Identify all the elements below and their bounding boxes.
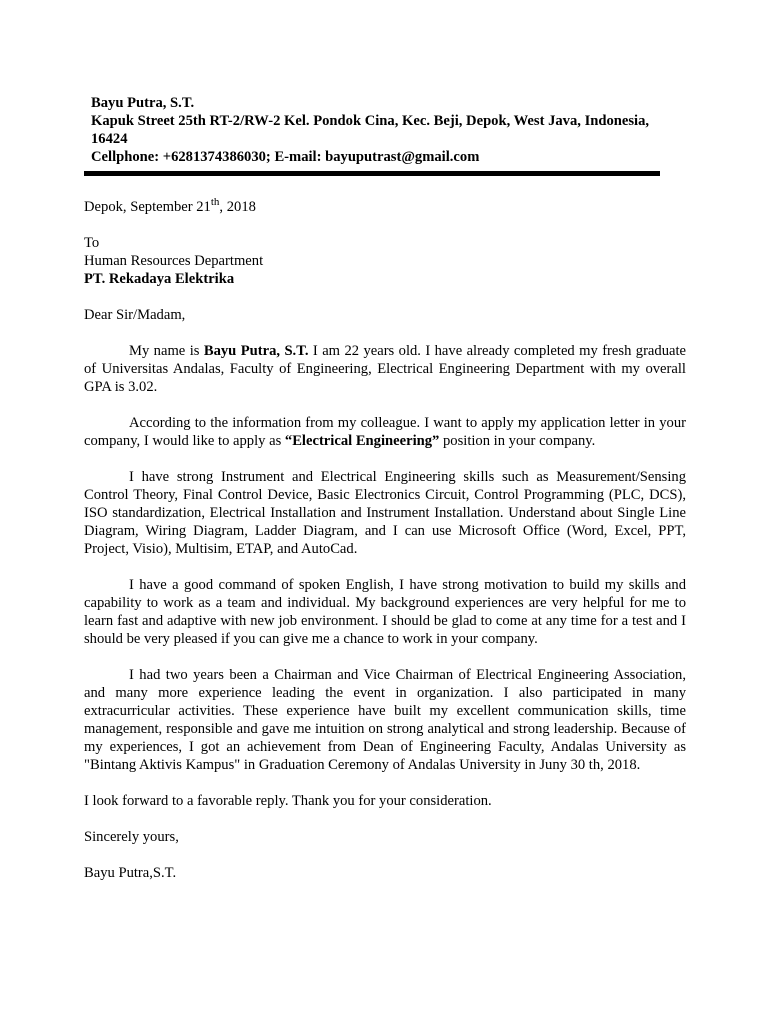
p1-text-b: I am 22 years old. I have already completed my fresh graduate of Universitas Andalas, Faculty of Engineering, Electrical Engineering Department with my overall GPA is 3.02. [84,343,687,395]
recipient-department: Human Resources Department [84,253,264,269]
p2-text-a: According to the information from my colleague. I want to apply my application letter in your company, I would like to apply as [84,415,686,449]
p1-text-a: My name is [129,343,204,359]
date-prefix: Depok, September 21 [84,199,211,215]
paragraph-motivation: I have a good command of spoken English, I have strong motivation to build my skills and capability to work as a team and individual. My background experiences are very helpful for me to learn fast and adaptive with new job environment. I should be glad to come at any time for a test and I should be very pleased if you can give me a chance to work in your company. [84,577,686,647]
salutation: Dear Sir/Madam, [84,307,186,323]
paragraph-experience: I had two years been a Chairman and Vice Chairman of Electrical Engineering Association, and many more experience leading the event in organization. I also participated in many extracurricular activities. These experience have built my excellent communication skills, time management, responsible and gave me intuition on strong analytical and strong leadership. Because of my experiences, I got an achievement from Dean of Engineering Faculty, Andalas University as "Bintang Aktivis Kampus" in Graduation Ceremony of Andalas University in Juny 30 th, 2018. [84,667,686,773]
recipient-company: PT. Rekadaya Elektrika [84,271,235,287]
letter-date [84,198,686,216]
sender-address-line2: 16424 [91,131,128,147]
sender-address-line1: Kapuk Street 25th RT-2/RW-2 Kel. Pondok Cina, Kec. Beji, Depok, West Java, Indonesia, [91,113,650,129]
valediction: Sincerely yours, [84,829,179,845]
p2-text-b: position in your company. [439,433,596,449]
letterhead [91,94,681,166]
letter-body [84,198,686,900]
signature-name: Bayu Putra,S.T. [84,865,177,881]
closing-line: I look forward to a favorable reply. Thank you for your consideration. [84,793,492,809]
sender-name: Bayu Putra, S.T. [91,95,195,111]
paragraph-introduction [84,342,686,396]
paragraph-position [84,414,686,450]
recipient-to: To [84,235,100,251]
date-year: , 2018 [219,199,256,215]
header-divider [84,171,660,176]
recipient-block [84,234,686,288]
p1-name: Bayu Putra, S.T. [203,343,309,359]
date-ordinal-suffix: th [210,196,220,208]
paragraph-skills: I have strong Instrument and Electrical Engineering skills such as Measurement/Sensing Control Theory, Final Control Device, Basic Electronics Circuit, Control Programming (PLC, DCS), ISO standardization, Electrical Installation and Instrument Installation. Understand about Single Line Diagram, Wiring Diagram, Ladder Diagram, and I can use Microsoft Office (Word, Excel, PPT, Project, Visio), Multisim, ETAP, and AutoCad. [84,469,686,557]
sender-contact: Cellphone: +6281374386030; E-mail: bayuputrast@gmail.com [91,149,480,165]
p2-position: “Electrical Engineering” [284,433,440,449]
